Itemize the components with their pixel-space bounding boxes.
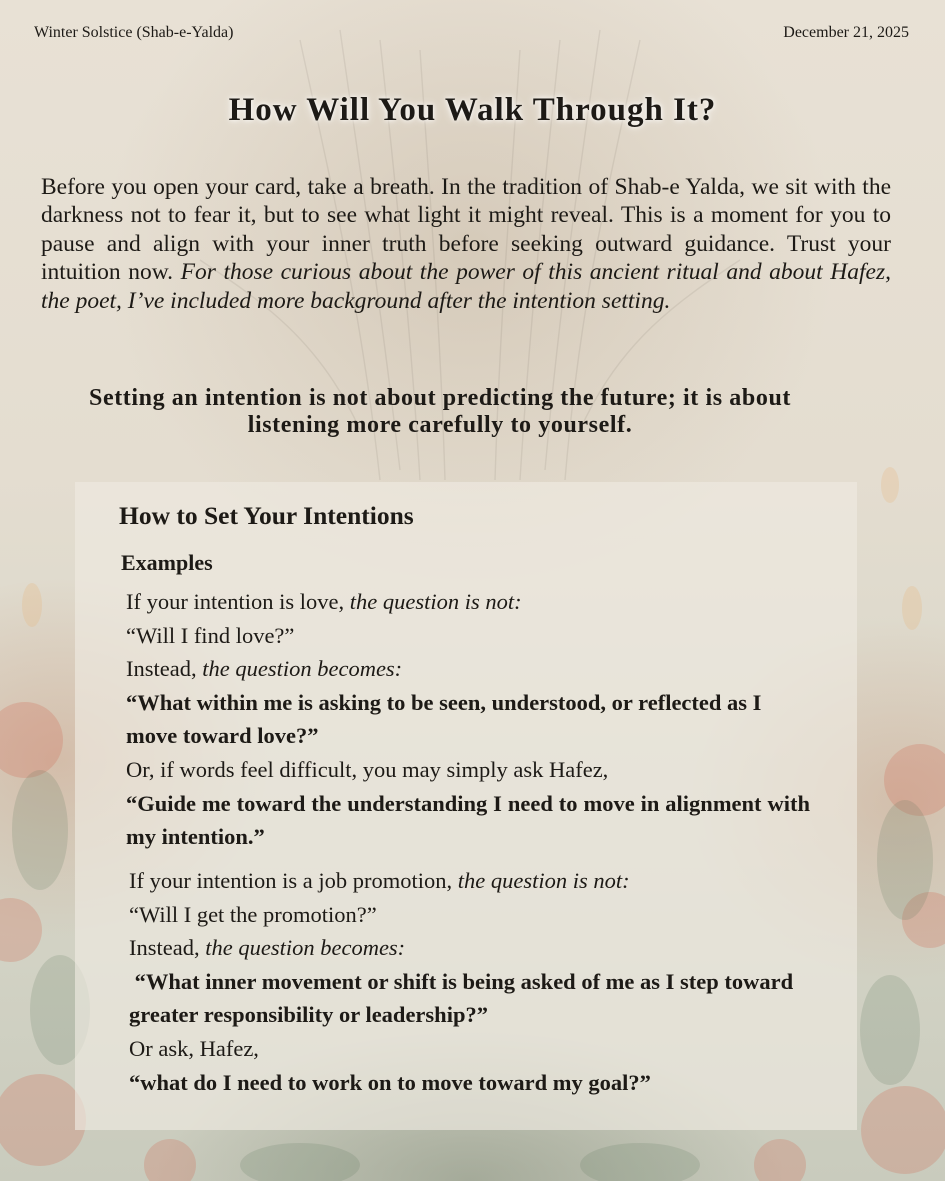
example-alternative: Or ask, Hafez,	[129, 1035, 259, 1061]
intro-text: Before you open your card, take a breath. In the tradition of Shab-e Yalda, we sit with the darkness not to fear it, but to see what light it might reveal. This is a moment for you to pause and align with your inner truth before seeking outward guidance. Trust your intuition now.	[41, 174, 891, 286]
examples-label: Examples	[121, 550, 213, 575]
example-question: “Will I find love?”	[126, 622, 295, 648]
example-alternative: Or, if words feel difficult, you may simply ask Hafez,	[126, 756, 609, 782]
example-line	[126, 652, 810, 686]
intention-quote: Setting an intention is not about predicting the future; it is about listening more carefully to yourself.	[89, 385, 791, 438]
example-hafez-request: “Guide me toward the understanding I need to move in alignment with my intention.”	[126, 790, 810, 850]
example-line	[129, 864, 819, 898]
example-italic: the question is not:	[349, 589, 522, 614]
example-hafez-request: “what do I need to work on to move toward my goal?”	[129, 1069, 651, 1095]
example-reframed-question: “What inner movement or shift is being asked of me as I step toward greater responsibility or leadership?”	[129, 968, 799, 1028]
intro-paragraph	[41, 173, 891, 315]
example-reframed-question: “What within me is asking to be seen, understood, or reflected as I move toward love?”	[126, 689, 762, 749]
example-italic: the question becomes:	[205, 935, 406, 961]
example-question: “Will I get the promotion?”	[129, 901, 377, 927]
header-date: December 21, 2025	[783, 24, 909, 41]
example-italic: the question is not:	[457, 868, 630, 893]
example-promotion	[129, 864, 819, 1099]
header-event-label: Winter Solstice (Shab-e-Yalda)	[34, 24, 234, 41]
example-line	[129, 931, 819, 965]
example-text: If your intention is a job promotion,	[129, 868, 453, 893]
example-love	[126, 585, 810, 854]
example-text: Instead,	[129, 935, 200, 961]
example-text: If your intention is love,	[126, 589, 345, 614]
example-italic: the question becomes:	[202, 656, 403, 682]
page-title: How Will You Walk Through It?	[228, 92, 717, 128]
panel-title: How to Set Your Intentions	[119, 501, 414, 530]
example-text: Instead,	[126, 656, 197, 682]
intro-italic-note: For those curious about the power of this ancient ritual and about Hafez, the poet, I’ve included more background after the intention setting.	[41, 259, 891, 314]
example-line	[126, 585, 810, 619]
